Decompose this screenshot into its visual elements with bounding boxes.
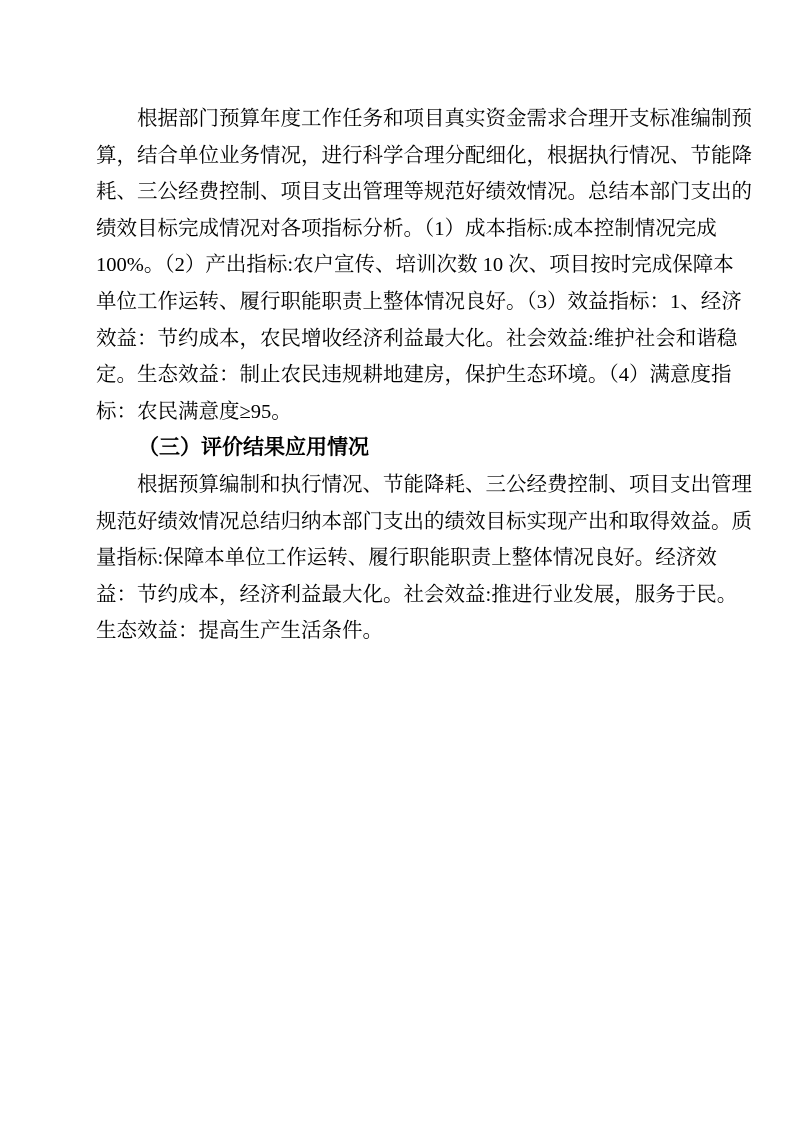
body-line: 单位工作运转、履行职能职责上整体情况良好。（3）效益指标：1、经济 <box>96 290 742 313</box>
body-line: 根据部门预算年度工作任务和项目真实资金需求合理开支标准编制预 <box>137 108 752 130</box>
body-line: 益：节约成本，经济利益最大化。社会效益:推进行业发展，服务于民。 <box>96 583 738 606</box>
body-line: 规范好绩效情况总结归纳本部门支出的绩效目标实现产出和取得效益。质 <box>96 510 752 533</box>
body-line: 量指标:保障本单位工作运转、履行职能职责上整体情况良好。经济效 <box>96 547 717 570</box>
paragraph-1 <box>96 101 752 430</box>
body-line: 耗、三公经费控制、项目支出管理等规范好绩效情况。总结本部门支出的 <box>96 181 752 204</box>
document-text-block <box>96 101 752 650</box>
body-line: 根据预算编制和执行情况、节能降耗、三公经费控制、项目支出管理 <box>137 473 752 496</box>
body-line: 100%。（2）产出指标:农户宣传、培训次数 10 次、项目按时完成保障本 <box>96 254 734 277</box>
body-line: 效益：节约成本，农民增收经济利益最大化。社会效益:维护社会和谐稳 <box>96 327 738 350</box>
body-line: 绩效目标完成情况对各项指标分析。（1）成本指标:成本控制情况完成 <box>96 217 717 240</box>
paragraph-2 <box>96 467 752 650</box>
body-line: 定。生态效益：制止农民违规耕地建房，保护生态环境。（4）满意度指 <box>96 364 732 387</box>
section-heading: （三）评价结果应用情况 <box>138 436 369 460</box>
body-line: 算，结合单位业务情况，进行科学合理分配细化，根据执行情况、节能降 <box>96 144 752 167</box>
body-line: 标：农民满意度≥95。 <box>96 400 292 423</box>
body-line: 生态效益：提高生产生活条件。 <box>96 620 383 643</box>
